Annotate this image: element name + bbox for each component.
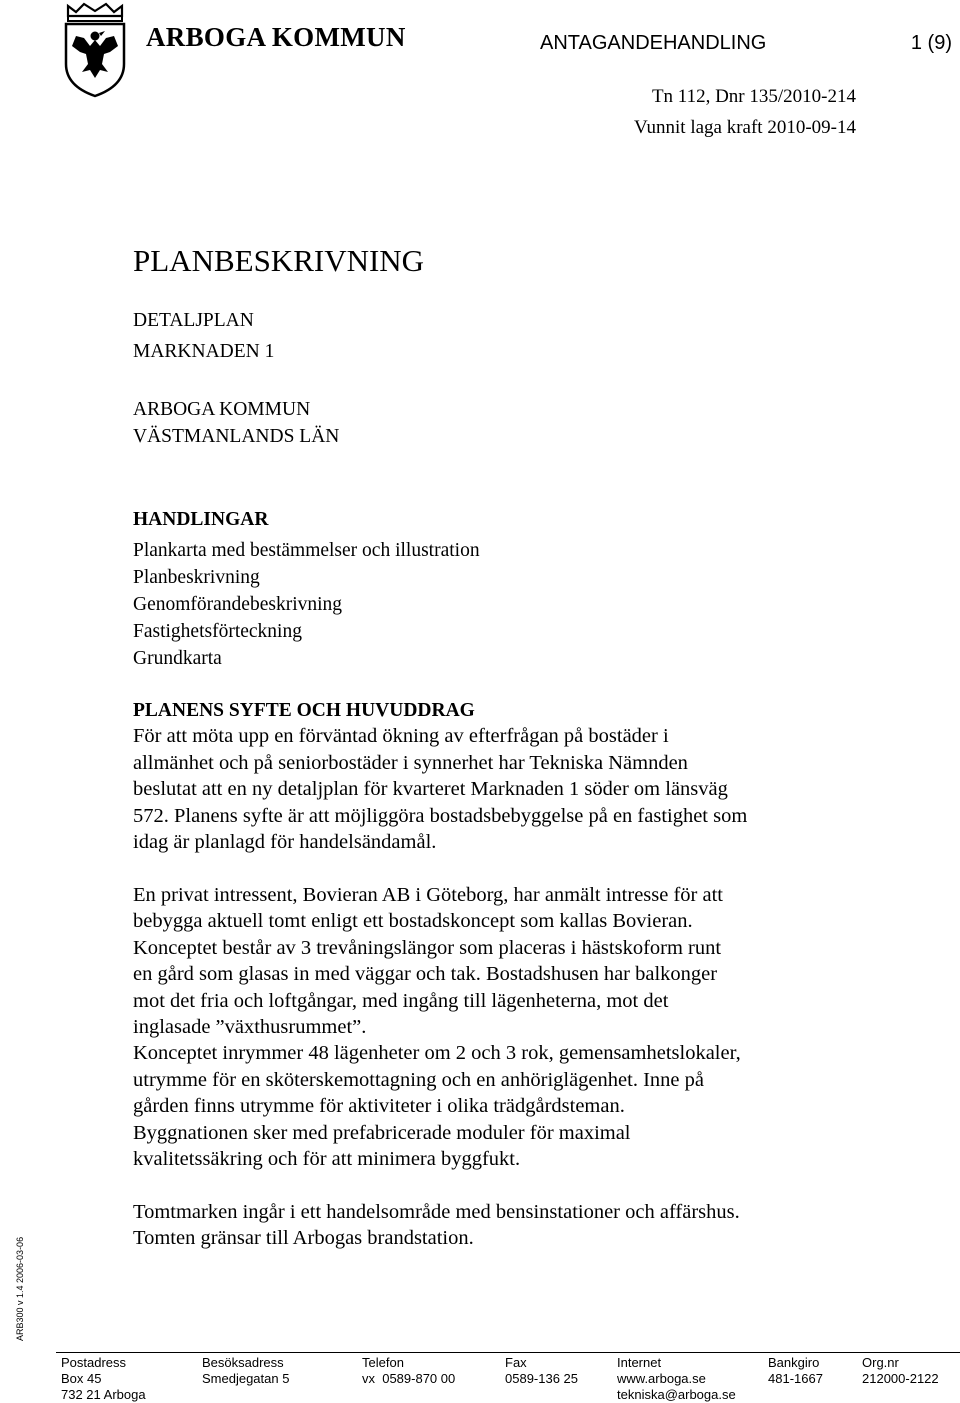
document-item: Genomförandebeskrivning <box>133 594 343 615</box>
footer-divider <box>56 1352 960 1353</box>
text-line: gården finns utrymme för aktiviteter i olika trädgårdsteman. <box>133 1095 625 1117</box>
text-line: Konceptet inrymmer 48 lägenheter om 2 och 3 rok, gemensamhetslokaler, <box>133 1042 741 1064</box>
footer-phone-label: Telefon <box>362 1355 404 1370</box>
footer-fax-line1: 0589-136 25 <box>505 1371 579 1386</box>
document-status: ANTAGANDEHANDLING <box>540 32 767 54</box>
footer-bankgiro-label: Bankgiro <box>768 1355 820 1370</box>
brand-wordmark: ARBOGA KOMMUN <box>146 22 406 52</box>
page-number: 1 (9) <box>910 32 952 54</box>
text-line: Konceptet består av 3 trevåningslängor som placeras i hästskoform runt <box>133 937 722 959</box>
text-line: allmänhet och på seniorbostäder i synnerhet har Tekniska Nämnden <box>133 752 688 774</box>
municipality: ARBOGA KOMMUN <box>133 399 311 420</box>
plan-name: MARKNADEN 1 <box>133 341 275 362</box>
footer-website-link[interactable]: www.arboga.se <box>617 1371 706 1386</box>
footer-postal-line2: 732 21 Arboga <box>61 1387 146 1402</box>
text-line: För att möta upp en förväntad ökning av efterfrågan på bostäder i <box>133 725 669 747</box>
text-line: 572. Planens syfte är att möjliggöra bostadsbebyggelse på en fastighet som <box>133 805 748 827</box>
document-item: Grundkarta <box>133 648 222 669</box>
text-line: en gård som glasas in med väggar och tak. Bostadshusen har balkonger <box>133 963 718 985</box>
purpose-heading: PLANENS SYFTE OCH HUVUDDRAG <box>133 700 475 721</box>
text-line: Tomten gränsar till Arbogas brandstation. <box>133 1227 474 1249</box>
document-item: Planbeskrivning <box>133 567 260 588</box>
text-line: En privat intressent, Bovieran AB i Göteborg, har anmält intresse för att <box>133 884 723 906</box>
text-line: idag är planlagd för handelsändamål. <box>133 831 437 853</box>
text-line: inglasade ”växthusrummet”. <box>133 1016 367 1038</box>
footer-orgnr-label: Org.nr <box>862 1355 899 1370</box>
footer-postal-label: Postadress <box>61 1355 127 1370</box>
text-line: mot det fria och loftgångar, med ingång till lägenheterna, mot det <box>133 990 669 1012</box>
text-line: kvalitetssäkring och för att minimera byggfukt. <box>133 1148 521 1170</box>
footer-bankgiro-value: 481-1667 <box>768 1371 823 1386</box>
document-item: Fastighetsförteckning <box>133 621 302 642</box>
footer-email-link[interactable]: tekniska@arboga.se <box>617 1387 736 1402</box>
footer-internet-label: Internet <box>617 1355 662 1370</box>
form-version-code: ARB300 v 1.4 2006-03-06 <box>15 1236 25 1341</box>
municipality-crest-logo <box>62 2 128 98</box>
footer-fax-label: Fax <box>505 1355 527 1370</box>
reference-number: Tn 112, Dnr 135/2010-214 <box>651 86 856 107</box>
text-line: Tomtmarken ingår i ett handelsområde med bensinstationer och affärshus. <box>133 1201 740 1223</box>
footer-visit-line1: Smedjegatan 5 <box>202 1371 290 1386</box>
footer-orgnr-value: 212000-2122 <box>862 1371 939 1386</box>
text-line: beslutat att en ny detaljplan för kvarteret Marknaden 1 söder om länsväg <box>133 778 728 800</box>
footer-visit-label: Besöksadress <box>202 1355 284 1370</box>
page-title: PLANBESKRIVNING <box>133 243 425 278</box>
county: VÄSTMANLANDS LÄN <box>133 426 340 447</box>
footer-postal-line1: Box 45 <box>61 1371 102 1386</box>
document-item: Plankarta med bestämmelser och illustration <box>133 540 480 561</box>
documents-heading: HANDLINGAR <box>133 509 269 530</box>
legal-status: Vunnit laga kraft 2010-09-14 <box>633 117 856 138</box>
text-line: bebygga aktuell tomt enligt ett bostadskoncept som kallas Bovieran. <box>133 910 693 932</box>
footer-phone-line1: vx 0589-870 00 <box>362 1371 456 1386</box>
text-line: Byggnationen sker med prefabricerade moduler för maximal <box>133 1122 631 1144</box>
plan-type: DETALJPLAN <box>133 310 254 331</box>
text-line: utrymme för en sköterskemottagning och en anhöriglägenhet. Inne på <box>133 1069 704 1091</box>
